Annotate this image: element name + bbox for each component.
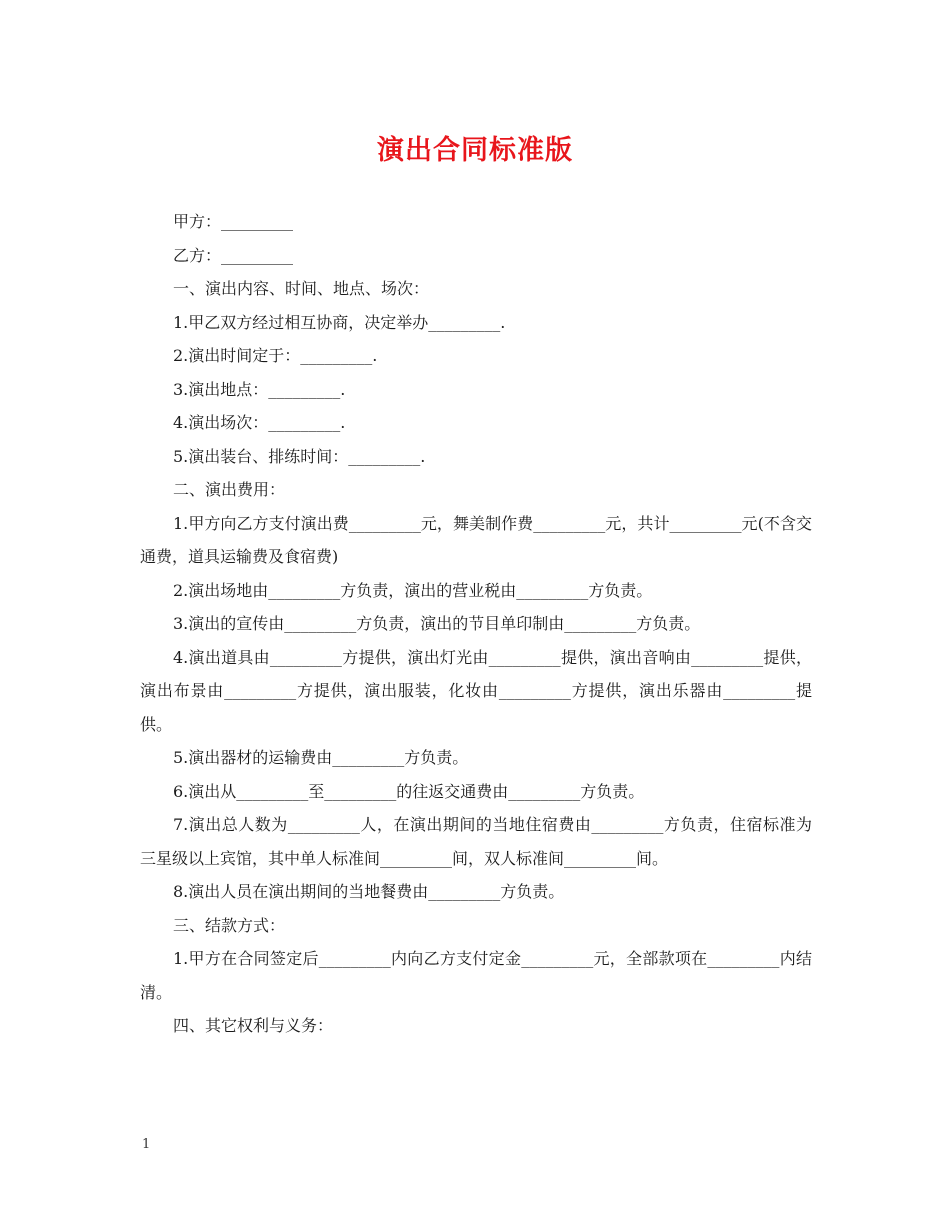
clause-paragraph: 1.甲乙双方经过相互协商，决定举办_________. <box>173 312 506 332</box>
section-heading: 三、结款方式： <box>173 915 286 935</box>
clause-paragraph: 1.甲方在合同签定后_________内向乙方支付定金_________元，全部款项在_________内结清。 <box>140 949 812 1002</box>
clause-paragraph: 5.演出装台、排练时间：_________. <box>173 446 426 466</box>
section-heading: 一、演出内容、时间、地点、场次： <box>173 279 430 298</box>
clause-paragraph: 4.演出场次：_________. <box>173 413 346 432</box>
document-title: 演出合同标准版 <box>377 135 573 166</box>
section-heading: 二、演出费用： <box>173 480 286 499</box>
document-body <box>140 205 812 1043</box>
party-a-line: 甲方：_________ <box>173 212 294 231</box>
clause-paragraph: 3.演出地点：_________. <box>173 379 346 399</box>
party-b-line: 乙方：_________ <box>173 245 294 265</box>
clause-paragraph: 2.演出场地由_________方负责，演出的营业税由_________方负责。 <box>173 580 653 600</box>
clause-paragraph: 1.甲方向乙方支付演出费_________元，舞美制作费_________元，共计_________元(不含交通费，道具运输费及食宿费) <box>140 513 812 566</box>
clause-paragraph: 6.演出从_________至_________的往返交通费由_________方负责。 <box>173 781 645 801</box>
clause-paragraph: 7.演出总人数为_________人，在演出期间的当地住宿费由_________方负责，住宿标准为三星级以上宾馆，其中单人标准间_________间，双人标准间_________间。 <box>140 815 812 868</box>
clause-paragraph: 3.演出的宣传由_________方负责，演出的节目单印制由_________方负责。 <box>173 614 701 633</box>
section-heading: 四、其它权利与义务： <box>173 1016 334 1035</box>
clause-paragraph: 5.演出器材的运输费由_________方负责。 <box>173 748 469 767</box>
clause-paragraph: 4.演出道具由_________方提供，演出灯光由_________提供，演出音响由_________提供，演出布景由_________方提供，演出服装，化妆由_________方提供，演出乐器由_________提供。 <box>140 647 812 734</box>
clause-paragraph: 8.演出人员在演出期间的当地餐费由_________方负责。 <box>173 882 565 901</box>
page-number: 1 <box>142 1137 151 1152</box>
clause-paragraph: 2.演出时间定于：_________. <box>173 346 378 365</box>
